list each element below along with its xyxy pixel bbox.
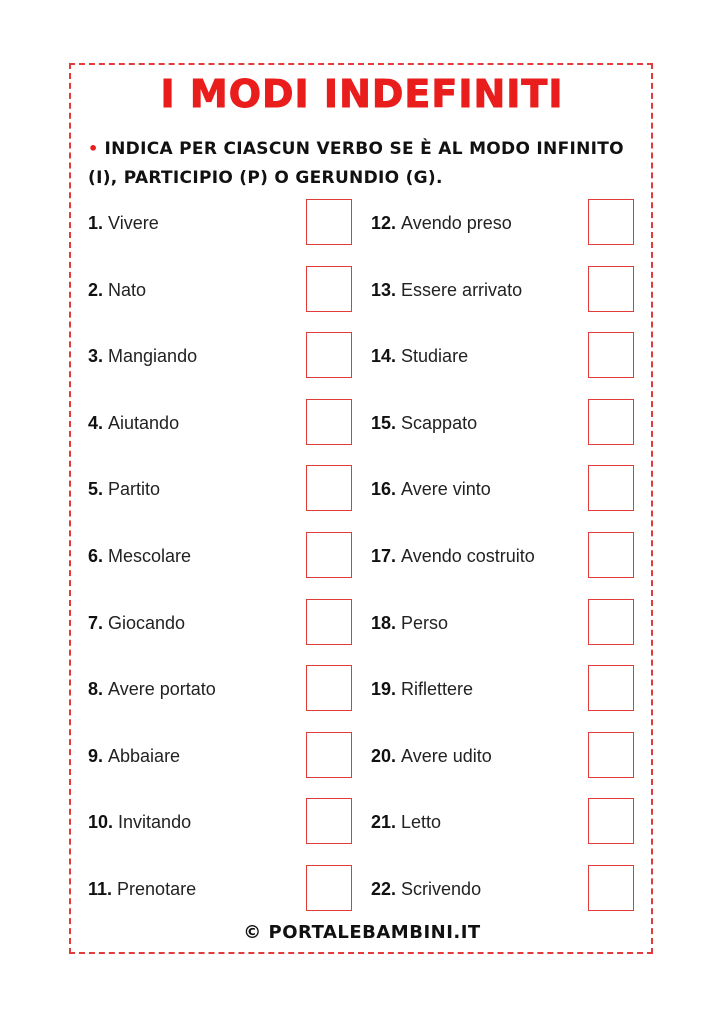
item-number: 20. (371, 745, 397, 766)
item-verb: Avendo costruito (401, 545, 535, 566)
item-verb: Avere udito (401, 745, 492, 766)
item-number: 18. (371, 612, 397, 633)
answer-box[interactable] (588, 532, 634, 578)
list-item (371, 732, 492, 780)
answer-box[interactable] (306, 465, 352, 511)
answer-box[interactable] (588, 732, 634, 778)
item-number: 15. (371, 412, 397, 433)
answer-box[interactable] (588, 665, 634, 711)
item-number: 17. (371, 545, 397, 566)
answer-box[interactable] (306, 199, 352, 245)
instruction-line-2: (I), PARTICIPIO (P) O GERUNDIO (G). (88, 168, 443, 188)
list-item (371, 865, 481, 913)
item-verb: Riflettere (401, 678, 474, 699)
footer-copyright: © PORTALEBAMBINI.IT (243, 922, 481, 943)
answer-box[interactable] (306, 266, 352, 312)
answer-box[interactable] (588, 599, 634, 645)
item-verb: Vivere (108, 212, 159, 233)
answer-box[interactable] (306, 865, 352, 911)
answer-box[interactable] (306, 399, 352, 445)
item-number: 3. (88, 345, 104, 366)
item-number: 2. (88, 279, 104, 300)
item-number: 16. (371, 478, 397, 499)
item-number: 5. (88, 478, 104, 499)
instruction (88, 134, 648, 193)
item-verb: Nato (108, 279, 147, 300)
list-item (371, 399, 477, 447)
item-verb: Abbaiare (108, 745, 181, 766)
answer-box[interactable] (588, 798, 634, 844)
item-number: 19. (371, 678, 397, 699)
item-number: 4. (88, 412, 104, 433)
answer-box[interactable] (588, 266, 634, 312)
list-item (88, 399, 179, 447)
list-item (88, 465, 160, 513)
item-verb: Perso (401, 612, 449, 633)
answer-box[interactable] (306, 532, 352, 578)
item-number: 11. (88, 878, 113, 899)
list-item (371, 665, 473, 713)
list-item (88, 599, 185, 647)
item-verb: Prenotare (117, 878, 197, 899)
list-item (88, 865, 196, 913)
item-verb: Mescolare (108, 545, 192, 566)
item-verb: Invitando (118, 811, 192, 832)
answer-box[interactable] (588, 399, 634, 445)
list-item (371, 199, 512, 247)
page-title: I MODI INDEFINITI (160, 72, 564, 116)
item-verb: Partito (108, 478, 161, 499)
item-number: 22. (371, 878, 397, 899)
item-verb: Avere portato (108, 678, 216, 699)
item-number: 6. (88, 545, 104, 566)
bullet-icon: • (88, 139, 99, 158)
answer-box[interactable] (588, 865, 634, 911)
list-item (371, 332, 468, 380)
item-number: 13. (371, 279, 397, 300)
answer-box[interactable] (588, 199, 634, 245)
answer-box[interactable] (588, 465, 634, 511)
answer-box[interactable] (306, 665, 352, 711)
answer-box[interactable] (306, 732, 352, 778)
item-number: 10. (88, 811, 114, 832)
item-verb: Scrivendo (401, 878, 482, 899)
item-number: 1. (88, 212, 104, 233)
item-verb: Avendo preso (401, 212, 512, 233)
item-verb: Giocando (108, 612, 186, 633)
list-item (371, 798, 441, 846)
item-verb: Scappato (401, 412, 478, 433)
list-item (88, 665, 216, 713)
item-number: 9. (88, 745, 104, 766)
list-item (88, 732, 180, 780)
list-item (371, 532, 535, 580)
list-item (88, 266, 146, 314)
list-item (88, 798, 191, 846)
item-number: 7. (88, 612, 104, 633)
item-verb: Mangiando (108, 345, 198, 366)
list-item (88, 199, 159, 247)
item-verb: Studiare (401, 345, 469, 366)
list-item (371, 599, 448, 647)
item-verb: Essere arrivato (401, 279, 523, 300)
answer-box[interactable] (306, 599, 352, 645)
item-verb: Avere vinto (401, 478, 491, 499)
item-verb: Aiutando (108, 412, 180, 433)
list-item (371, 266, 522, 314)
answer-box[interactable] (306, 332, 352, 378)
answer-box[interactable] (306, 798, 352, 844)
item-verb: Letto (401, 811, 442, 832)
item-number: 14. (371, 345, 397, 366)
list-item (88, 332, 197, 380)
list-item (88, 532, 191, 580)
item-number: 21. (371, 811, 397, 832)
item-number: 12. (371, 212, 397, 233)
item-number: 8. (88, 678, 104, 699)
instruction-line-1: INDICA PER CIASCUN VERBO SE È AL MODO INFINITO (104, 139, 624, 159)
list-item (371, 465, 491, 513)
answer-box[interactable] (588, 332, 634, 378)
